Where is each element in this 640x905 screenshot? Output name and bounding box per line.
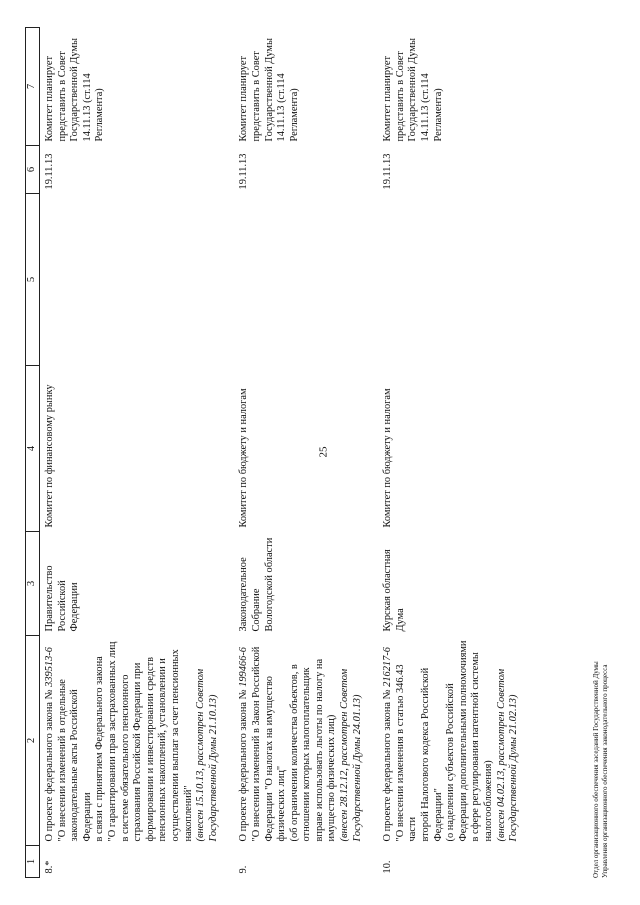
bill-title-line: формировании и инвестировании средств — [144, 656, 156, 842]
bill-title-line — [44, 640, 57, 842]
bill-title-prefix: О проекте федерального закона № — [238, 686, 250, 842]
bill-title-line — [238, 640, 251, 842]
bill-title-line: пенсионных накоплений, установлении и — [157, 658, 169, 842]
bill-title-line: "О внесении изменения в статью 346.43 части — [394, 664, 419, 842]
bill-note-line: (внесен 04.02.13, рассмотрен Советом — [495, 668, 507, 842]
date: 19.11.13 — [44, 153, 55, 190]
bill-title-line: отношении которых налогоплательщик — [301, 667, 313, 842]
agenda-table — [25, 27, 535, 878]
committee: Комитет по бюджету и налогам — [382, 388, 394, 528]
col-header-7: 7 — [26, 28, 40, 146]
bill-title-line: страхования Российской Федерации при — [132, 662, 144, 842]
initiator: Курская областная Дума — [382, 549, 406, 632]
bill-title-prefix: О проекте федерального закона № — [44, 686, 55, 842]
initiator: Правительство Российской Федерации — [44, 565, 81, 632]
row-number: 9. — [238, 865, 250, 874]
committee: Комитет по финансовому рынку — [44, 384, 55, 528]
bill-description — [234, 636, 378, 846]
bill-title-line: вправе использовать льготы по налогу на — [313, 658, 325, 842]
bill-title-line: (об ограничении количества объектов, в — [288, 664, 300, 842]
bill-note-line: (внесен 28.12.12, рассмотрен Советом — [339, 668, 351, 842]
table-row — [40, 28, 235, 878]
col-header-3: 3 — [26, 532, 40, 636]
status: Комитет планирует представить в Совет Государственной Думы 14.11.13 (ст.114 Регламента) — [44, 38, 106, 142]
bill-note-line: Государственной Думы 21.02.13) — [508, 694, 520, 842]
bill-description — [378, 636, 535, 846]
bill-title-line: физических лиц" — [276, 765, 288, 842]
bill-title-line: Федерации дополнительными полномочиями — [457, 640, 469, 842]
initiator: Законодательное Собрание Вологодской области — [238, 537, 275, 632]
footer-line: Отдел организационного обеспечения заседаний Государственной Думы — [592, 661, 600, 878]
bill-title-line: налогообложения) — [483, 760, 494, 842]
bill-title-prefix: О проекте федерального закона № — [382, 686, 394, 842]
bill-number: 199466-6 — [238, 647, 250, 687]
bill-title-line: накоплений" — [182, 785, 194, 842]
bill-note-line: Государственной Думы 21.10.13) — [207, 694, 219, 842]
col-header-4: 4 — [26, 366, 40, 532]
footer-line: Управления организационного обеспечения законодательного процесса — [601, 664, 609, 878]
status: Комитет планирует представить в Совет Государственной Думы 14.11.13 (ст.114 Регламента) — [238, 38, 300, 142]
date: 19.11.13 — [238, 153, 250, 190]
col-header-5: 5 — [26, 194, 40, 366]
bill-note-line: Государственной Думы 24.01.13) — [351, 694, 363, 842]
bill-title-line: Федерации "О налогах на имущество — [263, 676, 275, 842]
bill-title-line: законодательные акты Российской Федерации — [69, 689, 93, 842]
bill-title-line: осуществлении выплат за счет пенсионных — [169, 649, 181, 842]
col5-value — [40, 194, 235, 366]
bill-title-line: в связи с принятием Федерального закона — [94, 656, 106, 842]
bill-title-line: имущество физических лиц) — [326, 714, 338, 842]
bill-title-line: "О внесении изменений в отдельные — [56, 679, 68, 842]
bill-title-line: "О гарантировании прав застрахованных лиц — [106, 641, 118, 842]
bill-title-line: "О внесении изменений в Закон Российской — [250, 646, 262, 842]
bill-note-line: (внесен 15.10.13, рассмотрен Советом — [195, 668, 207, 842]
status: Комитет планирует представить в Совет Государственной Думы 14.11.13 (ст.114 Регламента) — [382, 38, 444, 142]
footer — [592, 661, 610, 878]
bill-number: 339513-6 — [44, 647, 55, 687]
col-header-6: 6 — [26, 146, 40, 194]
bill-title-line: в системе обязательного пенсионного — [119, 674, 131, 842]
col-header-2: 2 — [26, 636, 40, 846]
bill-title-line — [382, 640, 395, 842]
bill-title-line: Федерации" — [432, 788, 444, 842]
bill-description — [40, 636, 235, 846]
page-number: 25 — [317, 446, 330, 458]
date: 19.11.13 — [382, 153, 394, 190]
col5-value — [378, 194, 535, 366]
committee: Комитет по бюджету и налогам — [238, 388, 250, 528]
table-row — [234, 28, 378, 878]
row-number: 8.* — [44, 860, 55, 874]
bill-title-line: второй Налогового кодекса Российской — [420, 667, 432, 842]
col5-value — [234, 194, 378, 366]
bill-title-line: (о наделении субъектов Российской — [445, 683, 457, 842]
bill-number: 216217-6 — [382, 647, 394, 687]
col-header-1: 1 — [26, 846, 40, 878]
row-number: 10. — [382, 860, 394, 874]
bill-title-line: в сфере регулирования патентной системы — [470, 652, 482, 842]
header-row — [26, 28, 40, 878]
table-row — [378, 28, 535, 878]
